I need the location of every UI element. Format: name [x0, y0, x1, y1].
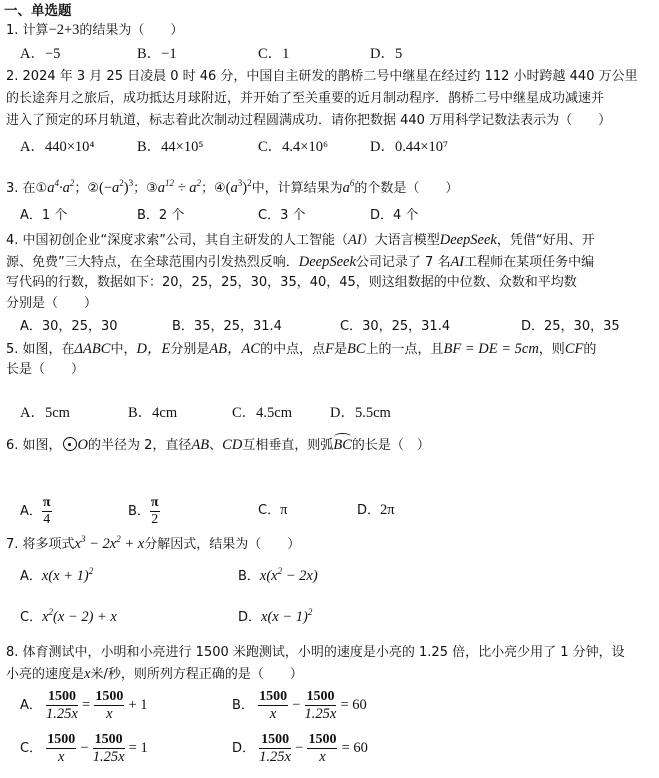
q8-option-c[interactable]: C． $\frac{1500}{x}$ − $\frac{1500}{1.25x}$ = 1 — [20, 732, 148, 765]
q7-option-c[interactable]: C．$x^2(x - 2) + x$ — [20, 607, 117, 625]
q3-option-c[interactable]: C．3 个 — [258, 208, 306, 223]
q1-option-a[interactable]: A．−5 — [20, 46, 61, 62]
q4-option-b[interactable]: B．35，25，31.4 — [172, 319, 282, 334]
q2-line-1: 2. 2024 年 3 月 25 日凌晨 0 时 46 分，中国自主研发的鹊桥二号中继星在经过约 112 小时跨越 440 万公里 — [6, 69, 638, 84]
q5-line-2: 长是（ ） — [6, 362, 85, 377]
q2-line-3: 进入了预定的环月轨道，标志着此次制动过程圆满成功．请你把数据 440 万用科学记数法表示为（ ） — [6, 113, 612, 128]
q7-option-a[interactable]: A．$x(x + 1)^2$ — [20, 566, 94, 584]
q1-prefix: 计算 — [22, 23, 49, 38]
q5-option-b[interactable]: B．4cm — [128, 405, 178, 421]
arc-bc: BC — [333, 437, 352, 453]
q5-option-a[interactable]: A．5cm — [20, 405, 70, 421]
q7-option-d[interactable]: D．$x(x - 1)^2$ — [238, 607, 313, 625]
q6-option-a[interactable]: A． $\frac{\pi}{4}$ — [20, 495, 51, 527]
q3-expr-2: $(-a^2)^3$ — [98, 178, 134, 196]
q1-number: 1. — [6, 23, 19, 38]
q1-option-d[interactable]: D．5 — [370, 46, 403, 62]
q5-line-1: 5. 如图，在ΔABC中，D，E分别是AB，AC的中点，点F是BC上的一点，且BF = DE = 5cm，则CF的 — [6, 341, 597, 357]
q3-option-d[interactable]: D．4 个 — [370, 208, 419, 223]
q1-suffix: 的结果为（ ） — [79, 23, 184, 38]
q4-option-d[interactable]: D．25，30，35 — [521, 319, 620, 334]
q5-option-c[interactable]: C．4.5cm — [232, 405, 293, 421]
q1-expression: −2+3 — [48, 22, 80, 38]
q1-option-c[interactable]: C．1 — [258, 46, 290, 62]
q7-option-b[interactable]: B．$x(x^2 - 2x)$ — [238, 566, 318, 584]
q2-option-c[interactable]: C．4.4×10⁶ — [258, 139, 329, 155]
q4-option-a[interactable]: A．30，25，30 — [20, 319, 118, 334]
q2-option-d[interactable]: D．0.44×10⁷ — [370, 139, 449, 155]
q8-line-2: 小亮的速度是x米/秒，则所列方程正确的是（ ） — [6, 666, 303, 682]
question-7: 7. 将多项式$x^3 - 2x^2 + x$分解因式，结果为（ ） — [6, 534, 301, 552]
q3-expr-3: $a^{12} \div a^2$ — [157, 178, 201, 196]
q3-expr-4: $(a^3)^2$ — [225, 178, 252, 196]
q1-option-b[interactable]: B．−1 — [137, 46, 177, 62]
q4-line-2: 源、免费”三大特点，在全球范围内引发热烈反响．DeepSeek公司记录了 7 名AI工程师在某项任务中编 — [6, 254, 595, 270]
question-1 — [6, 21, 183, 40]
circle-dot-icon — [63, 437, 77, 451]
q4-line-4: 分别是（ ） — [6, 296, 98, 311]
q8-option-b[interactable]: B． $\frac{1500}{x}$ − $\frac{1500}{1.25x}$ = 60 — [232, 689, 367, 722]
q5-option-d[interactable]: D．5.5cm — [330, 405, 391, 421]
q3-option-a[interactable]: A．1 个 — [20, 208, 68, 223]
q3-target: $a^6$ — [342, 178, 355, 196]
q4-line-3: 写代码的行数，数据如下：20，25，25，30，35，40，45，则这组数据的中位数、众数和平均数 — [6, 275, 577, 290]
q7-polynomial: $x^3 - 2x^2 + x$ — [74, 534, 145, 552]
q3-expr-1: $a^4\cdot a^2$ — [47, 178, 75, 196]
q8-line-1: 8. 体育测试中，小明和小亮进行 1500 米跑测试，小明的速度是小亮的 1.25 倍，比小亮少用了 1 分钟，设 — [6, 645, 625, 660]
q6-option-d[interactable]: D．2π — [357, 502, 395, 518]
q6-option-c[interactable]: C．π — [258, 502, 288, 518]
q4-line-1: 4. 中国初创企业“深度求索”公司，其自主研发的人工智能（AI）大语言模型DeepSeek，凭借“好用、开 — [6, 232, 595, 248]
q4-option-c[interactable]: C．30，25，31.4 — [340, 319, 451, 334]
q2-option-b[interactable]: B．44×10⁵ — [137, 139, 204, 155]
q3-option-b[interactable]: B．2 个 — [137, 208, 185, 223]
question-3: 3. 在$①a^4\cdot a^2$；$②(-a^2)^3$；$③a^{12} \div a^2$；$④(a^3)^2$中，计算结果为$a^6$的个数是（ ） — [6, 178, 459, 196]
q8-option-d[interactable]: D． $\frac{1500}{1.25x}$ − $\frac{1500}{x}$ = 60 — [232, 732, 368, 765]
q2-option-a[interactable]: A．440×10⁴ — [20, 139, 95, 155]
question-6: 6. 如图， O的半径为 2，直径AB、CD互相垂直，则弧BC的长是（ ） — [6, 437, 430, 453]
section-title: 一、单选题 — [4, 3, 72, 19]
q2-line-2: 的长途奔月之旅后，成功抵达月球附近，并开始了至关重要的近月制动程序．鹊桥二号中继星成功减速并 — [6, 91, 605, 106]
q6-option-b[interactable]: B． $\frac{\pi}{2}$ — [128, 495, 159, 527]
q8-option-a[interactable]: A． $\frac{1500}{1.25x}$ = $\frac{1500}{x}$ + 1 — [20, 689, 148, 722]
